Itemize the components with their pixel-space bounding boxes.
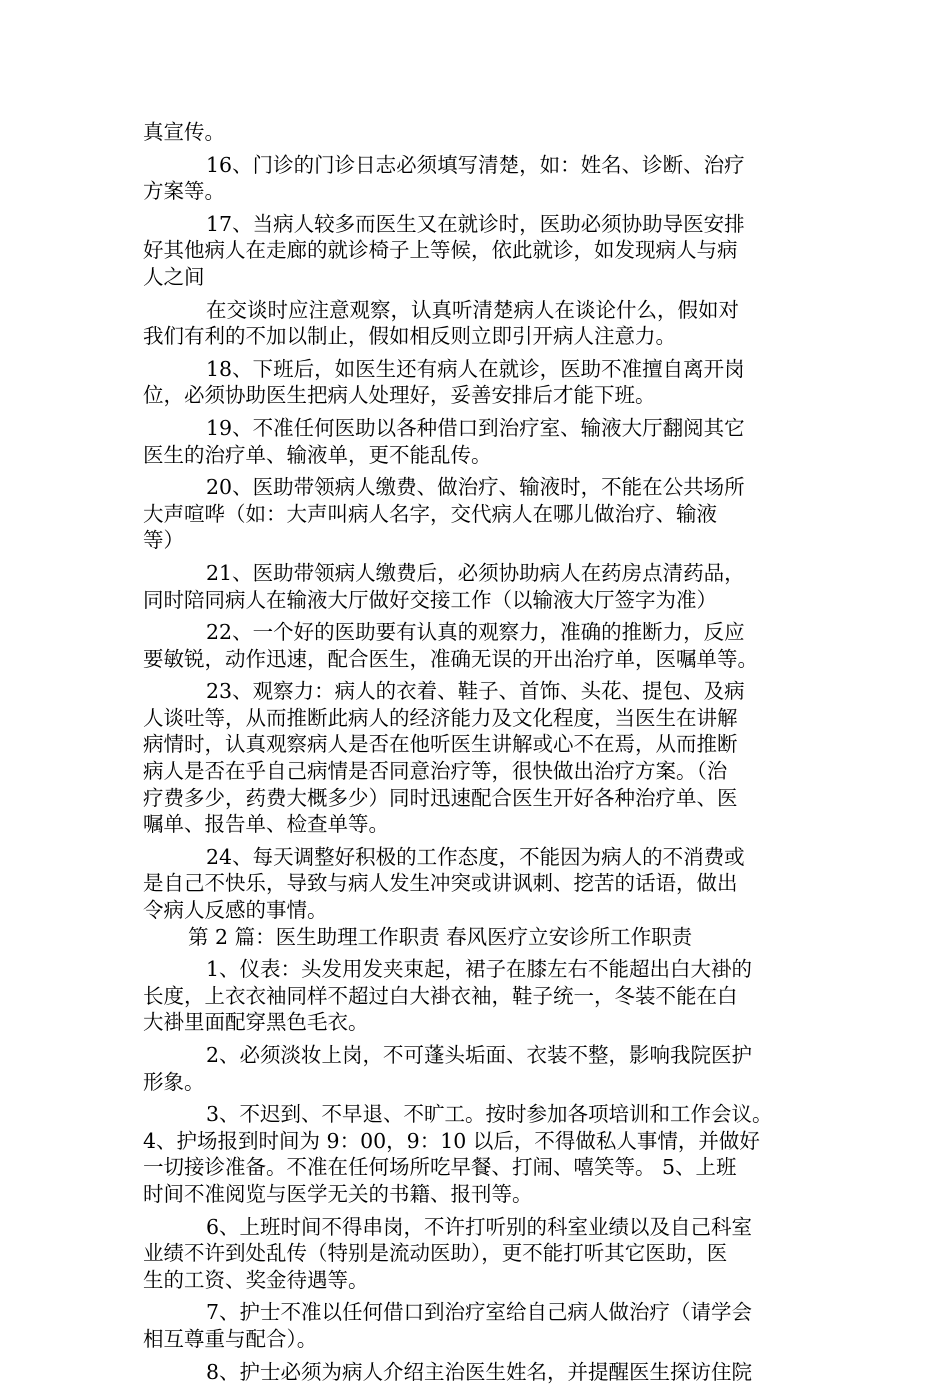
text-line: 8、护士必须为病人介绍主治医生姓名，并提醒医生探访住院 bbox=[206, 1359, 753, 1384]
text-line: 在交谈时应注意观察，认真听清楚病人在谈论什么，假如对 bbox=[206, 297, 739, 322]
text-line: 4、护场报到时间为 9：00，9：10 以后，不得做私人事情，并做好 bbox=[143, 1128, 760, 1153]
text-line: 真宣传。 bbox=[143, 120, 225, 144]
text-line: 一切接诊准备。不准在任何场所吃早餐、打闹、嘻笑等。 5、上班 bbox=[143, 1155, 737, 1180]
text-line: 人之间 bbox=[143, 264, 205, 289]
text-line: 人谈吐等，从而推断此病人的经济能力及文化程度，当医生在讲解 bbox=[143, 705, 738, 730]
text-line: 我们有利的不加以制止，假如相反则立即引开病人注意力。 bbox=[143, 324, 676, 349]
text-line: 是自己不快乐，导致与病人发生冲突或讲讽刺、挖苦的话语，做出 bbox=[143, 871, 738, 896]
text-line: 长度，上衣衣袖同样不超过白大褂衣袖，鞋子统一，冬装不能在白 bbox=[143, 983, 738, 1008]
text-line: 嘱单、报告单、检查单等。 bbox=[143, 812, 389, 837]
text-line: 16、门诊的门诊日志必须填写清楚，如：姓名、诊断、治疗 bbox=[206, 152, 745, 177]
text-line: 大褂里面配穿黑色毛衣。 bbox=[143, 1010, 369, 1035]
text-line: 业绩不许到处乱传（特别是流动医助），更不能打听其它医助，医 bbox=[143, 1241, 728, 1266]
text-line: 要敏锐，动作迅速，配合医生，准确无误的开出治疗单，医嘱单等。 bbox=[143, 646, 758, 671]
text-line: 相互尊重与配合）。 bbox=[143, 1326, 318, 1351]
text-line: 18、下班后，如医生还有病人在就诊，医助不准擅自离开岗 bbox=[206, 356, 745, 381]
text-line: 1、仪表：头发用发夹束起，裙子在膝左右不能超出白大褂的 bbox=[206, 957, 753, 982]
text-line: 2、必须淡妆上岗，不可蓬头垢面、衣装不整，影响我院医护 bbox=[206, 1043, 753, 1067]
text-line: 7、护士不准以任何借口到治疗室给自己病人做治疗（请学会 bbox=[206, 1300, 753, 1325]
text-line: 24、每天调整好积极的工作态度，不能因为病人的不消费或 bbox=[206, 844, 745, 869]
text-line: 3、不迟到、不早退、不旷工。按时参加各项培训和工作会议。 bbox=[206, 1102, 773, 1127]
text-line: 21、医助带领病人缴费后，必须协助病人在药房点清药品， bbox=[206, 560, 745, 585]
text-line: 22、一个好的医助要有认真的观察力，准确的推断力，反应 bbox=[206, 620, 745, 645]
text-line: 17、当病人较多而医生又在就诊时，医助必须协助导医安排 bbox=[206, 211, 745, 236]
text-line: 6、上班时间不得串岗，不许打听别的科室业绩以及自己科室 bbox=[206, 1214, 753, 1239]
text-line: 大声喧哗（如：大声叫病人名字，交代病人在哪儿做治疗、输液 bbox=[143, 501, 717, 526]
text-line: 令病人反感的事情。 bbox=[143, 898, 328, 923]
text-line: 等） bbox=[143, 528, 184, 553]
text-line: 好其他病人在走廊的就诊椅子上等候，依此就诊，如发现病人与病 bbox=[143, 238, 738, 263]
text-line: 23、观察力：病人的衣着、鞋子、首饰、头花、提包、及病 bbox=[206, 679, 745, 704]
text-line: 形象。 bbox=[143, 1069, 205, 1094]
text-line: 时间不准阅览与医学无关的书籍、报刊等。 bbox=[143, 1181, 533, 1206]
text-line: 病人是否在乎自己病情是否同意治疗等，很快做出治疗方案。（治 bbox=[143, 759, 728, 784]
text-line: 20、医助带领病人缴费、做治疗、输液时，不能在公共场所 bbox=[206, 475, 745, 500]
text-line: 医生的治疗单、输液单，更不能乱传。 bbox=[143, 442, 492, 467]
text-line: 病情时，认真观察病人是否在他听医生讲解或心不在焉，从而推断 bbox=[143, 732, 738, 757]
document-page bbox=[143, 119, 811, 1385]
text-line: 同时陪同病人在输液大厅做好交接工作（以输液大厅签字为准） bbox=[143, 587, 717, 612]
text-line: 位，必须协助医生把病人处理好，妥善安排后才能下班。 bbox=[143, 383, 656, 408]
text-line: 方案等。 bbox=[143, 179, 225, 204]
text-line: 第 2 篇：医生助理工作职责 春风医疗立安诊所工作职责 bbox=[188, 924, 693, 949]
text-line: 19、不准任何医助以各种借口到治疗室、输液大厅翻阅其它 bbox=[206, 415, 745, 440]
text-line: 疗费多少，药费大概多少）同时迅速配合医生开好各种治疗单、医 bbox=[143, 785, 738, 810]
text-line: 生的工资、奖金待遇等。 bbox=[143, 1267, 369, 1292]
